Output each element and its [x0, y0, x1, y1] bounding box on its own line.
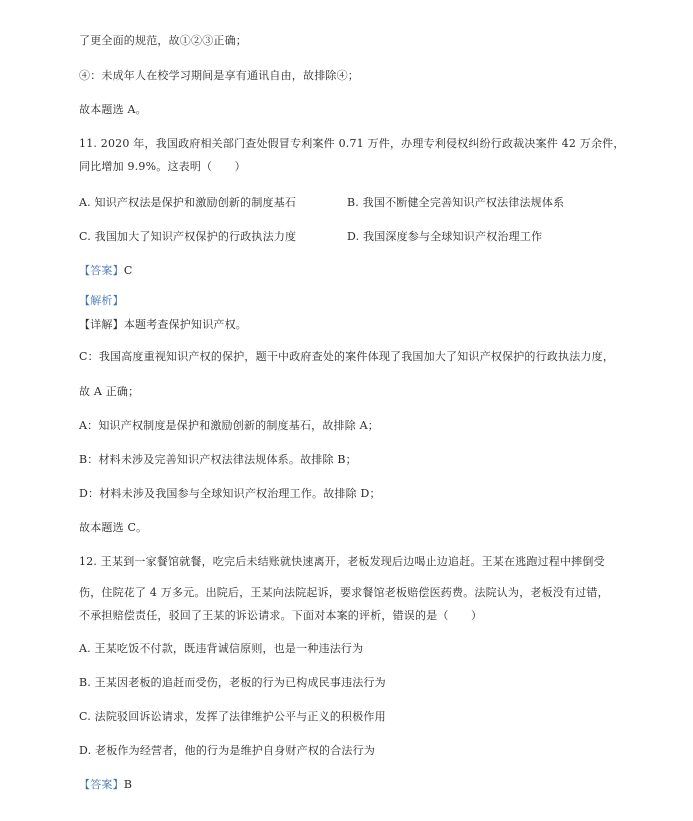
answer-value: B: [123, 778, 133, 791]
q11-explain-c-line-2: 故 A 正确；: [79, 385, 140, 398]
answer-tag: 【答案】: [79, 264, 124, 277]
q11-explain-c-line-1: C：我国高度重视知识产权的保护，题干中政府查处的案件体现了我国加大了知识产权保护的行政执法力度，: [79, 350, 615, 363]
q12-stem-line-3: 不承担赔偿责任，驳回了王某的诉讼请求。下面对本案的评析，错误的是（ ）: [79, 609, 483, 622]
detail-tag: 【详解】: [79, 318, 124, 331]
q12-answer: [79, 778, 132, 792]
q11-stem-line-1: 11. 2020 年，我国政府相关部门查处假冒专利案件 0.71 万件，办理专利侵权纠纷行政裁决案件 42 万余件，: [79, 137, 625, 150]
prev-conclusion: 故本题选 A。: [79, 103, 147, 116]
prev-analysis-line-2: ④：未成年人在校学习期间是享有通讯自由，故排除④；: [79, 69, 359, 82]
detail-text: 本题考查保护知识产权。: [123, 318, 248, 331]
q11-option-b: B. 我国不断健全完善知识产权法律法规体系: [347, 196, 565, 209]
q11-analysis-tag: [79, 294, 124, 308]
q11-option-c: C. 我国加大了知识产权保护的行政执法力度: [79, 230, 297, 243]
q11-stem-line-2: 同比增加 9.9%。这表明（ ）: [79, 160, 246, 173]
q11-explain-b: B：材料未涉及完善知识产权法律法规体系。故排除 B；: [79, 453, 357, 466]
q12-option-b: B. 王某因老板的追赶而受伤，老板的行为已构成民事违法行为: [79, 676, 386, 689]
q12-option-d: D. 老板作为经营者，他的行为是维护自身财产权的合法行为: [79, 744, 376, 757]
q11-detail: [79, 318, 247, 332]
answer-value: C: [123, 264, 133, 277]
prev-analysis-line-1: 了更全面的规范，故①②③正确；: [79, 34, 247, 47]
answer-tag: 【答案】: [79, 778, 124, 791]
analysis-tag: 【解析】: [79, 294, 124, 307]
q12-stem-line-1: 12. 王某到一家餐馆就餐，吃完后未结账就快速离开，老板发现后边喝止边追赶。王某在逃跑过程中摔倒受: [79, 555, 605, 568]
q12-option-c: C. 法院驳回诉讼请求，发挥了法律维护公平与正义的积极作用: [79, 710, 386, 723]
q11-option-d: D. 我国深度参与全球知识产权治理工作: [347, 230, 543, 243]
q11-answer: [79, 264, 132, 278]
q12-stem-line-2: 伤，住院花了 4 万多元。出院后，王某向法院起诉，要求餐馆老板赔偿医药费。法院认为，老板没有过错，: [79, 586, 609, 599]
q11-explain-a: A：知识产权制度是保护和激励创新的制度基石，故排除 A；: [79, 419, 379, 432]
q11-conclusion: 故本题选 C。: [79, 521, 148, 534]
q12-option-a: A. 王某吃饭不付款，既违背诚信原则，也是一种违法行为: [79, 642, 364, 655]
q11-explain-d: D：材料未涉及我国参与全球知识产权治理工作。故排除 D；: [79, 487, 381, 500]
q11-option-a: A. 知识产权法是保护和激励创新的制度基石: [79, 196, 297, 209]
